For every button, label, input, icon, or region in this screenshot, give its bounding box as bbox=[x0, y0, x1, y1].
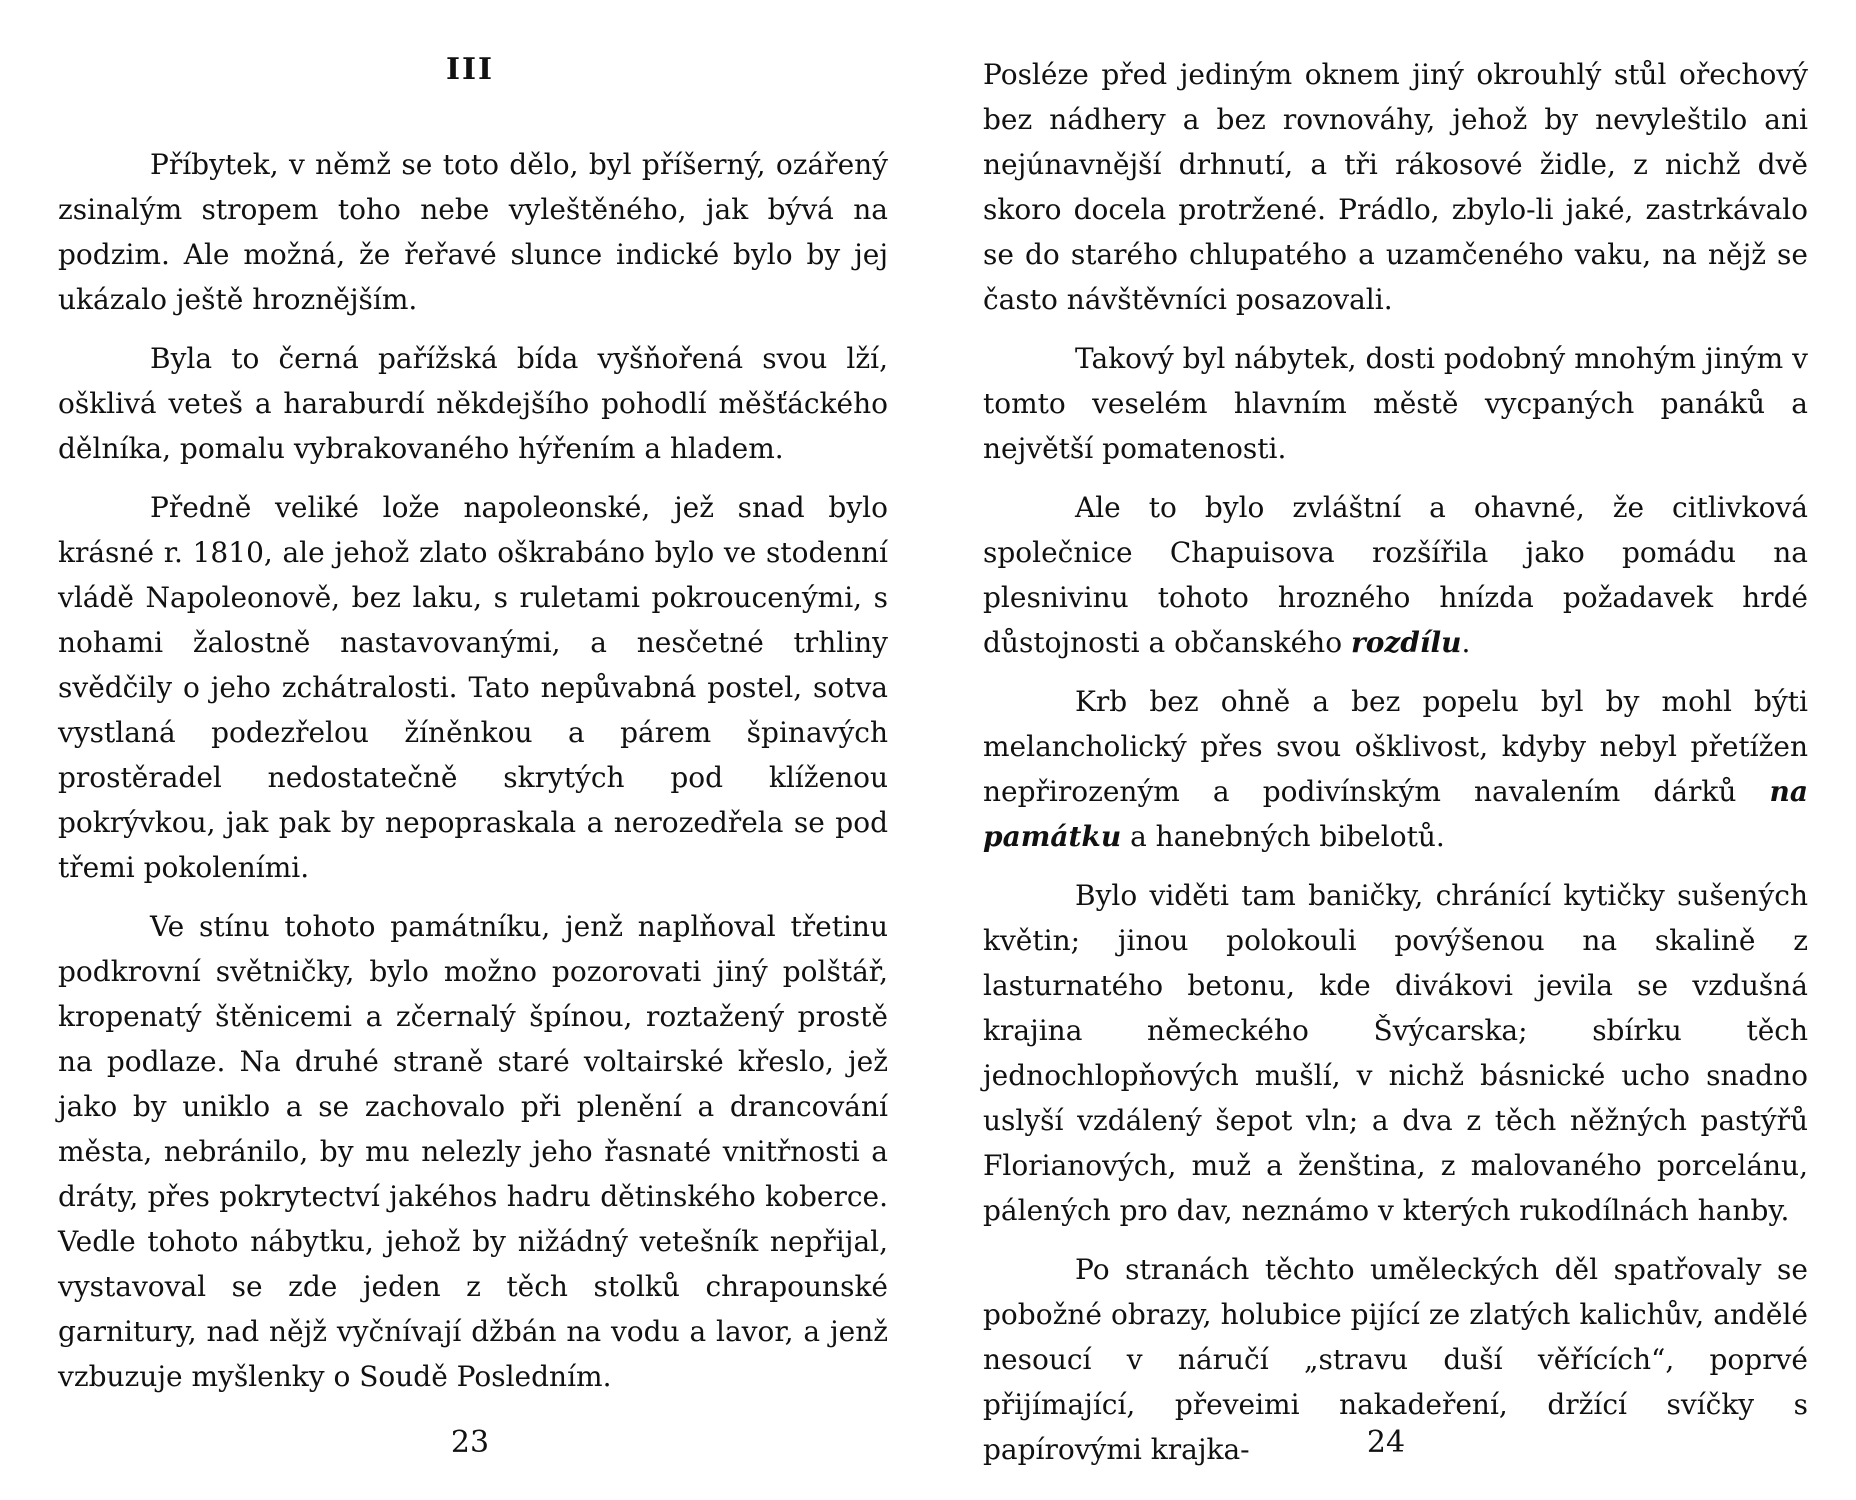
paragraph-text: . bbox=[1461, 626, 1471, 659]
paragraph: Po stranách těchto uměleckých děl spatřovaly se pobožné obrazy, holubice pijící ze zlatých kalichův, andělé nesoucí v náručí „stravu duší věřících“, poprvé přijímající, převeimi nakadeření, držící svíčky s papírovými krajka- bbox=[983, 1253, 1808, 1466]
paragraph: Předně veliké lože napoleonské, jež snad bylo krásné r. 1810, ale jehož zlato oškrabáno bylo ve stodenní vládě Napoleonově, bez laku, s ruletami pokroucenými, s nohami žalostně nastavovanými, a nesčetné trhliny svědčily o jeho zchátralosti. Tato nepůvabná postel, sotva vystlaná podezřelou žíněnkou a párem špinavých prostěradel nedostatečně skrytých pod klíženou pokrývkou, jak pak by nepopraskala a nerozedřela se pod třemi pokoleními. bbox=[58, 491, 888, 884]
paragraph bbox=[983, 485, 1808, 665]
paragraph: Posléze před jediným oknem jiný okrouhlý stůl ořechový bez nádhery a bez rovnováhy, jehož by nevyleštilo ani nejúnavnější drhnutí, a tři rákosové židle, z nichž dvě skoro docela protržené. Prádlo, zbylo-li jaké, zastrkávalo se do starého chlupatého a uzamčeného vaku, na nějž se často návštěvníci posazovali. bbox=[983, 58, 1808, 316]
right-text-block bbox=[983, 52, 1808, 1472]
page-number: 23 bbox=[450, 1425, 490, 1460]
paragraph: Příbytek, v němž se toto dělo, byl příšerný, ozářený zsinalým stropem toho nebe vyleštěného, jak bývá na podzim. Ale možná, že řeřavé slunce indické bylo by jej ukázalo ještě hroznějším. bbox=[58, 148, 888, 316]
paragraph: Ve stínu tohoto památníku, jenž naplňoval třetinu podkrovní světničky, bylo možno pozorovati jiný polštář, kropenatý štěnicemi a zčernalý špínou, roztažený prostě na podlaze. Na druhé straně staré voltairské křeslo, jež jako by uniklo a se zachovalo při plenění a drancování města, nebránilo, by mu nelezly jeho řasnaté vnitřnosti a dráty, přes pokrytectví jakéhos hadru dětinského koberce. Vedle tohoto nábytku, jehož by nižádný vetešník nepřijal, vystavoval se zde jeden z těch stolků chrapounské garnitury, nad nějž vyčnívají džbán na vodu a lavor, a jenž vzbuzuje myšlenky o Soudě Posledním. bbox=[58, 910, 888, 1393]
paragraph-text: a hanebných bibelotů. bbox=[1121, 820, 1445, 853]
paragraph bbox=[983, 679, 1808, 859]
emphasized-word: rozdílu bbox=[1350, 626, 1462, 659]
left-text-block bbox=[58, 142, 888, 1399]
paragraph: Bylo viděti tam baničky, chránící kytičky sušených květin; jinou polokouli povýšenou na skalině z lasturnatého betonu, kde divákovi jevila se vzdušná krajina německého Švýcarska; sbírku těch jednochlopňových mušlí, v nichž básnické ucho snadno uslyší vzdálený šepot vln; a dva z těch něžných pastýřů Florianových, muž a ženština, z malovaného porcelánu, pálených pro dav, neznámo v kterých rukodílnách hanby. bbox=[983, 879, 1808, 1227]
paragraph: Takový byl nábytek, dosti podobný mnohým jiným v tomto veselém hlavním městě vycpaných panáků a největší pomatenosti. bbox=[983, 342, 1808, 465]
paragraph-text: Ale to bylo zvláštní a ohavné, že citlivková společnice Chapuisova rozšířila jako pomádu na plesnivinu tohoto hrozného hnízda požadavek hrdé důstojnosti a občanského bbox=[983, 491, 1808, 659]
page-number: 24 bbox=[1366, 1425, 1406, 1460]
right-page bbox=[928, 0, 1856, 1500]
emphasized-phrase: na památku bbox=[983, 775, 1808, 853]
paragraph: Byla to černá pařížská bída vyšňořená svou lží, ošklivá veteš a haraburdí někdejšího pohodlí měšťáckého dělníka, pomalu vybrakovaného hýřením a hladem. bbox=[58, 342, 888, 465]
chapter-heading: III bbox=[445, 52, 495, 87]
paragraph-text: Krb bez ohně a bez popelu byl by mohl býti melancholický přes svou ošklivost, kdyby nebyl přetížen nepřirozeným a podivínským navalením dárků bbox=[983, 685, 1808, 808]
